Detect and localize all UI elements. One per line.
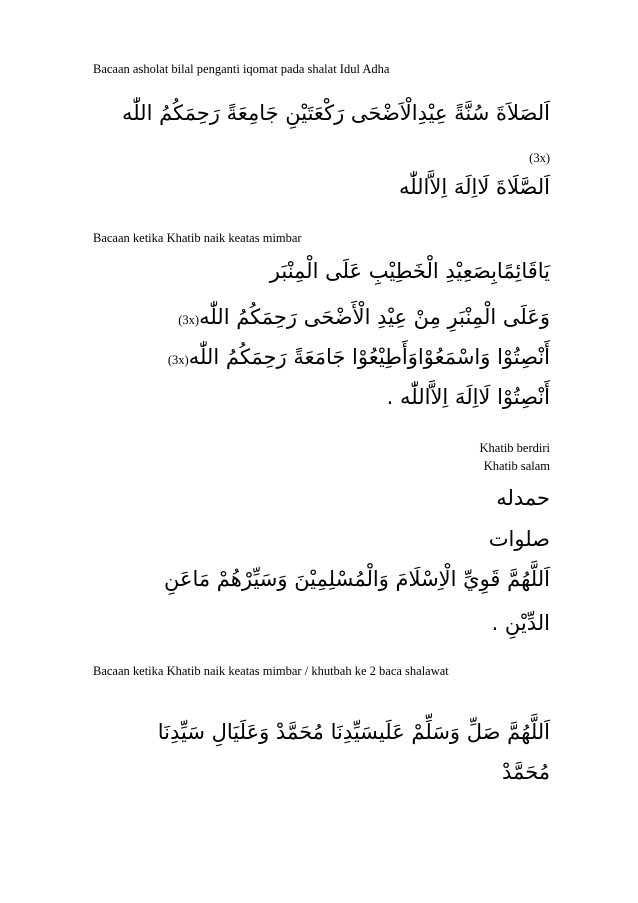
arabic-ansitu-wasmau: أَنْصِتُوْا وَاسْمَعُوْاوَأَطِيْعُوْا جَامَعَةً رَحِمَكُمُ اللّٰه(3x) [167,345,550,369]
repeat-count: (3x) [178,313,200,327]
note-khatib-berdiri: Khatib berdiri [479,441,550,455]
section-heading-idul-adha: Bacaan asholat bilal penganti iqomat pada shalat Idul Adha [93,62,390,76]
arabic-ya-qaiman: يَاقَائِمًابِصَعِيْدِ الْخَطِيْبِ عَلَى الْمِنْبَر [269,259,550,283]
arabic-assalat-tahlil: اَلصَّلَاةَ لَااِلَهَ اِلاَّاللّٰه [398,175,550,199]
arabic-doa-quwwah-cont: الدِّيْنِ . [491,611,550,635]
repeat-count: (3x) [529,151,550,165]
arabic-shalawat-nabi: اَللَّهُمَّ صَلِّ وَسَلِّمْ عَلَيسَيِّدِنَا مُحَمَّدْ وَعَلَيَالِ سَيِّدِنَا [157,720,550,744]
section-heading-khatib: Bacaan ketika Khatib naik keatas mimbar [93,231,302,245]
arabic-shalawat-nabi-cont: مُحَمَّدْ [502,760,550,784]
arabic-assalat-sunnah: اَلصَلاَةَ سُنَّةً عِيْدِالْاَضْحَى رَكْعَتَيْنِ جَامِعَةً رَحِمَكُمُ اللّٰه [121,101,550,125]
repeat-count: (3x) [167,353,189,367]
arabic-wa-ala-almimbar: وَعَلَى الْمِنْبَرِ مِنْ عِيْدِ الْأَضْحَى رَحِمَكُمُ اللّٰه(3x) [178,305,550,329]
arabic-hamdalah: حمدله [496,486,550,510]
arabic-doa-quwwah: اَللَّهُمَّ قَوِيِّ الْاِسْلَامَ وَالْمُسْلِمِيْنَ وَسَيِّرْهُمْ مَاعَنِ [163,567,550,591]
note-khatib-salam: Khatib salam [483,459,550,473]
section-heading-khutbah-2: Bacaan ketika Khatib naik keatas mimbar / khutbah ke 2 baca shalawat [93,664,449,678]
arabic-ansitu-tahlil: أَنْصِتُوْا لَااِلَهَ اِلاَّاللّٰه . [386,385,550,409]
arabic-shalawat: صلوات [488,527,550,551]
